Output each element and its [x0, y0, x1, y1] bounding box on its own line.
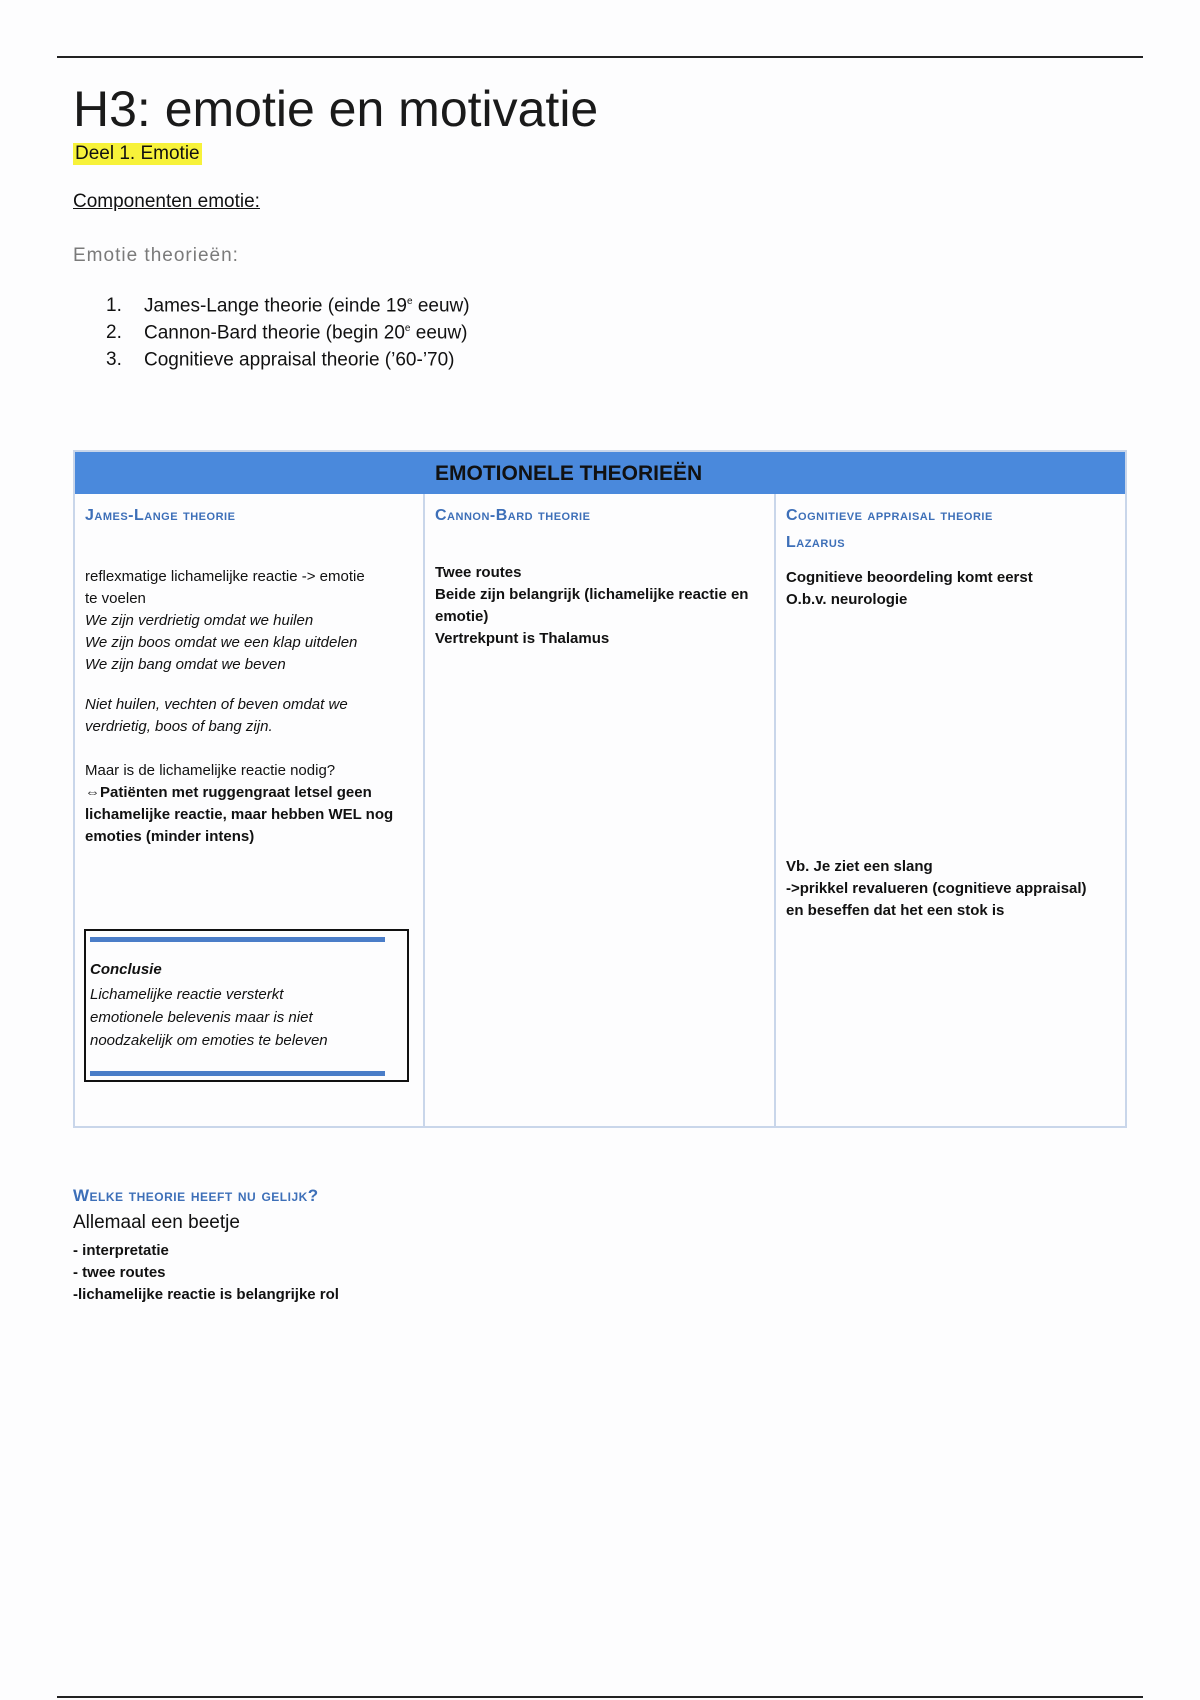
section-highlight: Deel 1. Emotie: [75, 143, 200, 164]
cannon-bard-heading: Cannon-Bard theorie: [435, 507, 591, 524]
cannon-bard-body: Twee routes Beide zijn belangrijk (lichamelijke reactie en emotie) Vertrekpunt is Thalamus: [435, 564, 749, 647]
james-lange-heading: James-Lange theorie: [85, 507, 236, 524]
list-item: -lichamelijke reactie is belangrijke rol: [73, 1286, 339, 1303]
theory-list: [106, 288, 470, 369]
top-rule: [57, 56, 1143, 58]
conclusie-box: [84, 929, 409, 1082]
list-item: 2. Cannon-Bard theorie (begin 20e eeuw): [106, 322, 468, 344]
conclusie-top-bar: [90, 937, 385, 942]
bottom-rule: [57, 1696, 1143, 1698]
conclusie-title: Conclusie: [90, 961, 162, 978]
theories-table: [73, 450, 1127, 1128]
page-title: H3: emotie en motivatie: [73, 81, 599, 137]
list-item: - interpretatie: [73, 1242, 169, 1259]
cognitieve-voorbeeld: Vb. Je ziet een slang ->prikkel revalueren (cognitieve appraisal) en beseffen dat het een stok is: [786, 858, 1087, 919]
list-item: 1. James-Lange theorie (einde 19e eeuw): [106, 295, 470, 317]
column-james-lange: [75, 494, 425, 1126]
componenten-heading: Componenten emotie:: [73, 191, 260, 212]
welke-heading: Welke theorie heeft nu gelijk?: [73, 1186, 319, 1205]
james-lange-vraag: Maar is de lichamelijke reactie nodig? ⇔Patiënten met ruggengraat letsel geen lichamelijke reactie, maar hebben WEL nog emoties (minder intens): [85, 762, 394, 845]
theorieen-heading: Emotie theorieën:: [73, 245, 239, 266]
table-header: [75, 452, 1125, 494]
conclusie-bottom-bar: [90, 1071, 385, 1076]
table-header-title: EMOTIONELE THEORIEËN: [435, 462, 703, 485]
cognitieve-body: Cognitieve beoordeling komt eerst O.b.v. neurologie: [786, 569, 1033, 608]
conclusie-text: Lichamelijke reactie versterkt emotionele belevenis maar is niet noodzakelijk om emoties te beleven: [90, 986, 328, 1049]
james-lange-niet: Niet huilen, vechten of beven omdat we verdrietig, boos of bang zijn.: [85, 696, 348, 735]
list-item: - twee routes: [73, 1264, 166, 1281]
column-cannon-bard: [425, 494, 776, 1126]
cognitieve-heading: Cognitieve appraisal theorie Lazarus: [786, 507, 993, 551]
column-cognitieve-appraisal: [776, 494, 1125, 1126]
allemaal-text: Allemaal een beetje: [73, 1212, 240, 1233]
conclusion-list: [73, 1240, 339, 1306]
list-item: 3. Cognitieve appraisal theorie (’60-’70): [106, 349, 455, 371]
james-lange-body: reflexmatige lichamelijke reactie -> emotie te voelen We zijn verdrietig omdat we huilen We zijn boos omdat we een klap uitdelen We zijn bang omdat we beven: [85, 568, 365, 673]
